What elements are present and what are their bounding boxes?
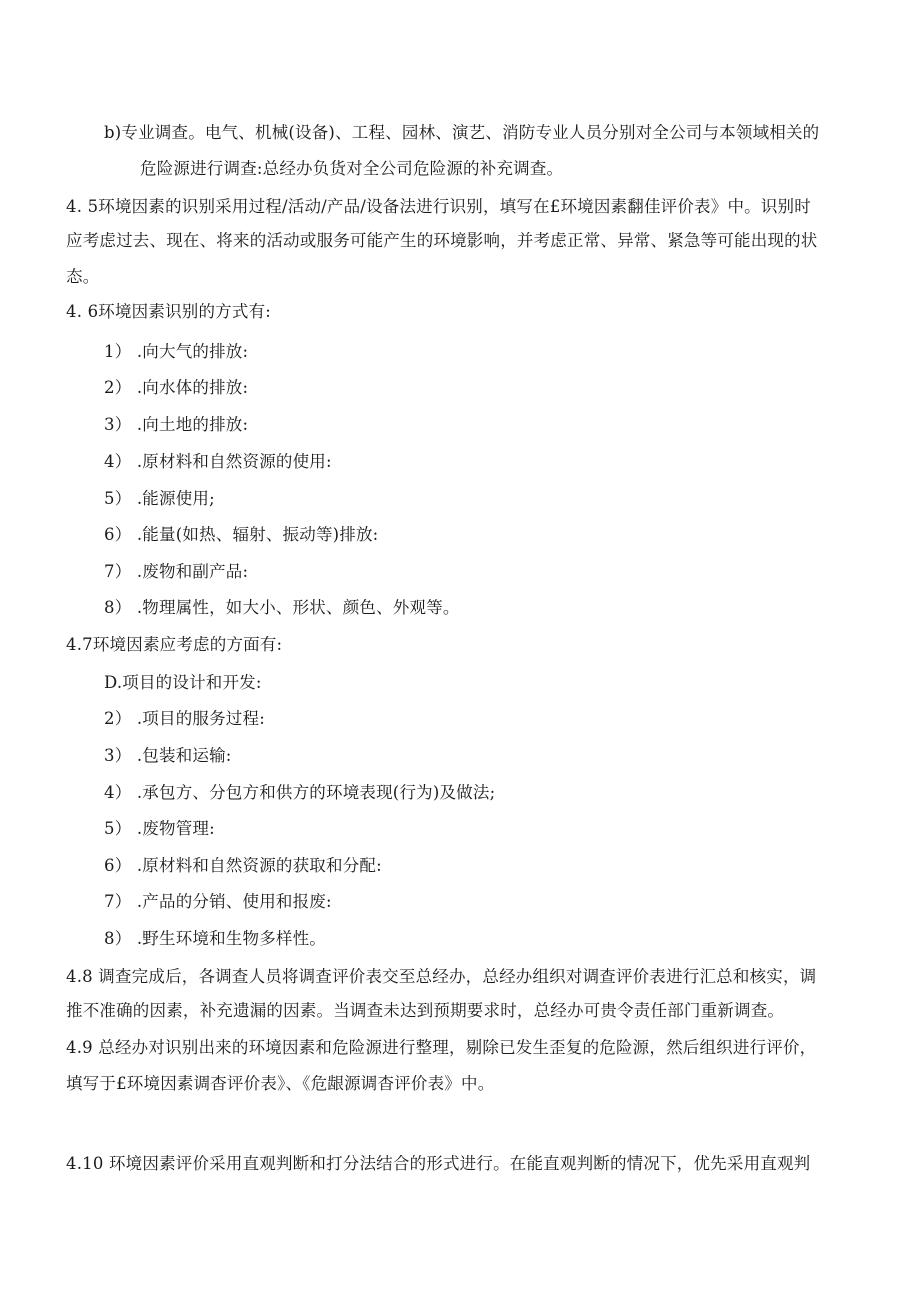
list-text: .能量(如热、辐射、振动等)排放: [136,525,379,544]
para-4-8-line-1: 4.8 调查完成后，各调查人员将调查评价表交至总经办，总经办组织对调查评价表进行汇总和核实，调 [66,967,817,986]
para-b-line-1: b)专业调查。电气、机械(设备)、工程、园林、演艺、消防专业人员分别对全公司与本领域相关的 [104,123,820,142]
section-4-7-title: 4.7环境因素应考虑的方面有: [66,635,283,654]
list-number: 5） [104,489,132,508]
list-text: .向水体的排放: [136,378,249,397]
list-text: .项目的服务过程: [136,709,265,728]
list-number: 4） [104,452,132,471]
list-number: 6） [104,525,132,544]
list-item [104,597,460,619]
section-4-6-title: 4. 6环境因素识别的方式有: [66,302,272,321]
list-item [104,341,248,363]
list-item [104,745,232,767]
list-item [104,818,215,840]
list-text: .能源使用; [136,489,215,508]
para-4-5-line-1: 4. 5环境因素的识别采用过程/活动/产品/设备法进行识别，填写在£环境因素翻佳评价表》中。识别时 [66,197,811,216]
para-4-9-line-1: 4.9 总经办对识别出来的环境因素和危险源进行整理，剔除已发生歪复的危险源，然后组织进行评价， [66,1038,817,1057]
list-text: .原材料和自然资源的获取和分配: [136,856,382,875]
list-number: 7） [104,892,132,911]
para-4-8-line-2: 推不准确的因素，补充遗漏的因素。当调查未达到预期要求时，总经办可贵令责任部门重新调查。 [66,1001,785,1020]
list-text: .野生环境和生物多样性。 [136,929,327,948]
list-item [104,708,265,730]
list-text: .向土地的排放: [136,415,249,434]
list-text: .物理属性，如大小、形状、颜色、外观等。 [136,598,460,617]
list-number: 7） [104,562,132,581]
list-item [104,928,326,950]
list-item [104,524,378,546]
list-number: 5） [104,819,132,838]
list-text: .废物管理: [136,819,215,838]
list-number: 3） [104,415,132,434]
list-item [104,488,215,510]
list-number: 2） [104,378,132,397]
para-4-5-line-2: 应考虑过去、现在、将来的活动或服务可能产生的环境影响，并考虑正常、异常、紧急等可能出现的状 [66,231,818,250]
list-text: .产品的分销、使用和报废: [136,892,332,911]
list-item [104,414,248,436]
list-text: .向大气的排放: [136,342,249,361]
list-text: .废物和副产品: [136,562,249,581]
list-item [104,782,495,804]
list-item [104,451,332,473]
list-item: D.项目的设计和开发: [104,673,262,692]
list-item [104,855,382,877]
list-number: 8） [104,929,132,948]
list-number: 3） [104,746,132,765]
para-4-5-line-3: 态。 [66,267,100,286]
list-text: .包装和运输: [136,746,232,765]
list-item [104,377,248,399]
list-text: .原材料和自然资源的使用: [136,452,332,471]
para-4-10-line-1: 4.10 环境因素评价采用直观判断和打分法结合的形式进行。在能直观判断的情况下，优先采用直观判 [66,1154,811,1173]
list-item [104,561,248,583]
list-number: 8） [104,598,132,617]
para-4-9-line-2: 填写于£环境因素调杳评价表》、《危龈源调杳评价表》中。 [66,1074,495,1093]
list-text: .承包方、分包方和供方的环境表现(行为)及做法; [136,783,496,802]
list-number: 4） [104,783,132,802]
list-item [104,891,332,913]
list-number: 1） [104,342,132,361]
list-number: 2） [104,709,132,728]
list-number: 6） [104,856,132,875]
para-b-line-2: 危险源进行调查:总经办负货对全公司危险源的补充调查。 [140,159,564,178]
